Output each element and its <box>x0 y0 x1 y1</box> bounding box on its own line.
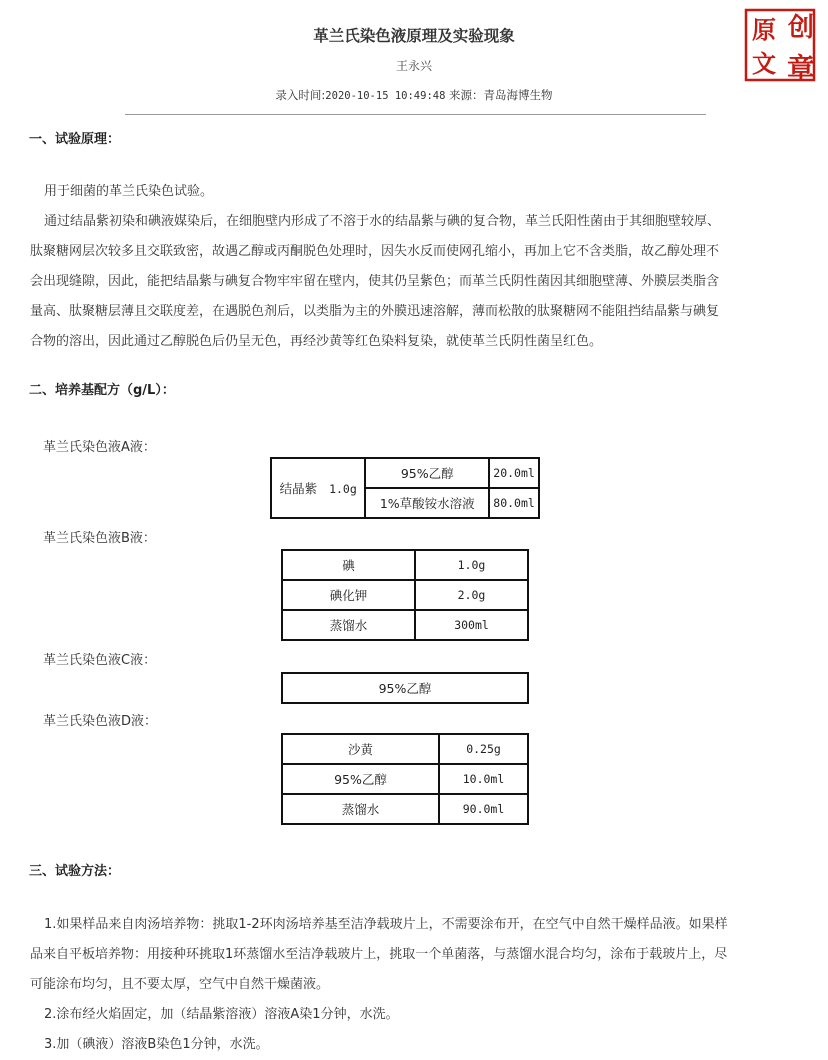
table-cell-name: 碘 <box>282 550 415 580</box>
table-row <box>282 794 528 824</box>
method-line: 1.如果样品来自肉汤培养物：挑取1-2环肉汤培养基至洁净载玻片上，不需要涂布开，在空气中自然干燥样品液。如果样 <box>44 917 728 932</box>
table-row <box>282 673 528 703</box>
principle-line: 量高、肽聚糖层薄且交联度差，在遇脱色剂后，以类脂为主的外膜迅速溶解，薄而松散的肽聚糖网不能阻挡结晶紫与碘复 <box>30 304 720 319</box>
table-row <box>282 610 528 640</box>
method-line: 3.加（碘液）溶液B染色1分钟，水洗。 <box>44 1037 269 1052</box>
solution-a-base-name: 结晶紫 <box>279 481 318 496</box>
table-cell-name: 95%乙醇 <box>282 673 528 703</box>
solution-c-table <box>281 672 529 704</box>
table-cell-name: 1%草酸铵水溶液 <box>365 488 489 518</box>
table-cell-amount: 1.0g <box>415 550 528 580</box>
header-divider <box>125 114 706 115</box>
principle-line: 用于细菌的革兰氏染色试验。 <box>44 184 214 199</box>
meta-prefix: 录入时间: <box>275 88 326 102</box>
table-cell-amount: 80.0ml <box>489 488 539 518</box>
table-cell-amount: 90.0ml <box>439 794 528 824</box>
solution-d-table <box>281 733 529 825</box>
method-body <box>30 910 786 1060</box>
stamp-char-1: 原 <box>752 15 776 44</box>
table-cell-amount: 2.0g <box>415 580 528 610</box>
table-cell-name: 沙黄 <box>282 734 439 764</box>
solution-d-label: 革兰氏染色液D液： <box>43 714 158 729</box>
solution-b-table <box>281 549 529 641</box>
section-heading-method: 三、试验方法： <box>29 864 121 879</box>
table-cell-name: 蒸馏水 <box>282 610 415 640</box>
solution-b-label: 革兰氏染色液B液： <box>43 531 156 546</box>
section-heading-principle: 一、试验原理： <box>29 132 121 147</box>
table-row <box>282 550 528 580</box>
table-cell-amount: 20.0ml <box>489 458 539 488</box>
principle-body <box>30 177 786 357</box>
article-title: 革兰氏染色液原理及实验现象 <box>313 27 515 45</box>
principle-line: 通过结晶紫初染和碘液媒染后，在细胞壁内形成了不溶于水的结晶紫与碘的复合物，革兰氏阳性菌由于其细胞壁较厚、 <box>44 214 721 229</box>
table-cell-name: 碘化钾 <box>282 580 415 610</box>
solution-a-label: 革兰氏染色液A液： <box>43 440 156 455</box>
table-row <box>282 580 528 610</box>
principle-line: 合物的溶出，因此通过乙醇脱色后仍呈无色，再经沙黄等红色染料复染，就使革兰氏阴性菌呈红色。 <box>30 334 603 349</box>
solution-a-base-amount: 1.0g <box>329 482 357 496</box>
stamp-char-2: 创 <box>787 13 815 43</box>
table-cell-name: 95%乙醇 <box>365 458 489 488</box>
meta-source: 来源：青岛海博生物 <box>445 88 553 102</box>
table-cell-amount: 10.0ml <box>439 764 528 794</box>
article-meta <box>0 87 828 103</box>
method-line: 品来自平板培养物：用接种环挑取1环蒸馏水至洁净载玻片上，挑取一个单菌落，与蒸馏水混合均匀，涂布于载玻片上，尽 <box>30 947 728 962</box>
stamp-char-4: 章 <box>786 52 816 85</box>
method-line: 可能涂布均匀，且不要太厚，空气中自然干燥菌液。 <box>30 977 330 992</box>
principle-line: 肽聚糖网层次较多且交联致密，故遇乙醇或丙酮脱色处理时，因失水反而使网孔缩小，再加上它不含类脂，故乙醇处理不 <box>30 244 720 259</box>
stamp-char-3: 文 <box>752 49 776 78</box>
solution-a-table <box>270 457 540 519</box>
meta-time: 2020-10-15 10:49:48 <box>325 90 446 102</box>
table-cell-amount: 0.25g <box>439 734 528 764</box>
solution-c-label: 革兰氏染色液C液： <box>43 653 157 668</box>
table-row <box>282 764 528 794</box>
table-cell-name: 95%乙醇 <box>282 764 439 794</box>
solution-a-base-cell <box>271 458 365 518</box>
original-article-stamp <box>743 2 823 90</box>
method-line: 2.涂布经火焰固定，加（结晶紫溶液）溶液A染1分钟，水洗。 <box>44 1007 399 1022</box>
table-cell-name: 蒸馏水 <box>282 794 439 824</box>
article-author: 王永兴 <box>395 59 432 73</box>
table-cell-amount: 300ml <box>415 610 528 640</box>
section-heading-recipe: 二、培养基配方（g/L）： <box>29 383 175 398</box>
table-row <box>282 734 528 764</box>
principle-line: 会出现缝隙，因此，能把结晶紫与碘复合物牢牢留在壁内，使其仍呈紫色；而革兰氏阴性菌因其细胞壁薄、外膜层类脂含 <box>30 274 720 289</box>
